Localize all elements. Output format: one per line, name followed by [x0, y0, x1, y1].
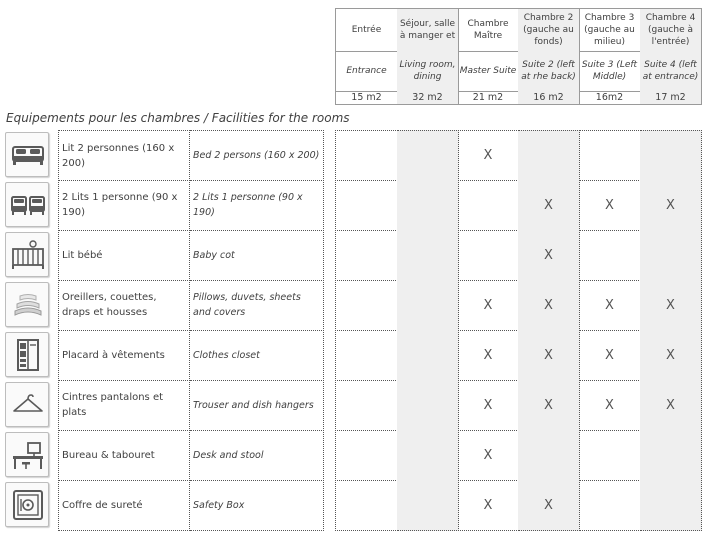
room-en-2: Living room, dining — [397, 51, 459, 92]
empty-cell — [397, 430, 459, 481]
facility-label-en: Desk and stool — [190, 430, 324, 481]
facility-label-en: Bed 2 persons (160 x 200) — [190, 130, 324, 181]
check-mark: X — [458, 480, 519, 531]
empty-cell — [518, 130, 580, 181]
room-area-4: 16 m2 — [518, 91, 580, 105]
facility-label-en: Safety Box — [190, 480, 324, 531]
room-en-4: Suite 2 (left at rhe back) — [518, 51, 580, 92]
empty-cell — [397, 230, 459, 281]
check-mark: X — [579, 280, 641, 331]
empty-cell — [335, 180, 398, 231]
room-fr-4: Chambre 2 (gauche au fonds) — [518, 8, 580, 52]
facility-label-fr: Placard à vêtements — [58, 330, 190, 381]
room-area-6: 17 m2 — [640, 91, 702, 105]
empty-cell — [397, 330, 459, 381]
room-fr-5: Chambre 3 (gauche au milieu) — [579, 8, 641, 52]
facility-label-fr: Coffre de sureté — [58, 480, 190, 531]
facility-label-en: Clothes closet — [190, 330, 324, 381]
empty-cell — [518, 430, 580, 481]
facility-label-fr: Bureau & tabouret — [58, 430, 190, 481]
empty-cell — [458, 230, 519, 281]
empty-cell — [335, 130, 398, 181]
empty-cell — [579, 230, 641, 281]
facility-label-en: Trouser and dish hangers — [190, 380, 324, 431]
closet-icon — [5, 332, 49, 377]
facility-label-en: Baby cot — [190, 230, 324, 281]
empty-cell — [640, 480, 702, 531]
safe-icon — [5, 482, 49, 527]
empty-cell — [579, 130, 641, 181]
check-mark: X — [640, 280, 702, 331]
check-mark: X — [518, 330, 580, 381]
room-fr-1: Entrée — [335, 8, 398, 52]
check-mark: X — [579, 180, 641, 231]
check-mark: X — [640, 180, 702, 231]
check-mark: X — [458, 330, 519, 381]
check-mark: X — [518, 480, 580, 531]
empty-cell — [335, 480, 398, 531]
room-fr-2: Séjour, salle à manger et — [397, 8, 459, 52]
empty-cell — [335, 380, 398, 431]
room-en-3: Master Suite — [458, 51, 519, 92]
check-mark: X — [640, 380, 702, 431]
check-mark: X — [579, 380, 641, 431]
facility-label-en: 2 Lits 1 personne (90 x 190) — [190, 180, 324, 231]
empty-cell — [397, 180, 459, 231]
desk-stool-icon — [5, 432, 49, 477]
empty-cell — [335, 330, 398, 381]
room-en-6: Suite 4 (left at entrance) — [640, 51, 702, 92]
room-area-2: 32 m2 — [397, 91, 459, 105]
baby-cot-icon — [5, 232, 49, 277]
empty-cell — [335, 230, 398, 281]
check-mark: X — [518, 380, 580, 431]
check-mark: X — [458, 380, 519, 431]
check-mark: X — [579, 330, 641, 381]
check-mark: X — [458, 430, 519, 481]
check-mark: X — [518, 230, 580, 281]
room-fr-6: Chambre 4 (gauche à l'entrée) — [640, 8, 702, 52]
section-title: Equipements pour les chambres / Facilities for the rooms — [6, 111, 350, 125]
room-area-1: 15 m2 — [335, 91, 398, 105]
empty-cell — [640, 430, 702, 481]
room-fr-3: Chambre Maître — [458, 8, 519, 52]
empty-cell — [335, 280, 398, 331]
empty-cell — [640, 230, 702, 281]
facility-label-fr: Oreillers, couettes, draps et housses — [58, 280, 190, 331]
twin-beds-icon — [5, 182, 49, 227]
check-mark: X — [518, 180, 580, 231]
double-bed-icon — [5, 132, 49, 177]
check-mark: X — [458, 280, 519, 331]
empty-cell — [397, 380, 459, 431]
room-area-3: 21 m2 — [458, 91, 519, 105]
linens-icon — [5, 282, 49, 327]
empty-cell — [397, 480, 459, 531]
empty-cell — [579, 430, 641, 481]
hanger-icon — [5, 382, 49, 427]
empty-cell — [397, 280, 459, 331]
facility-label-fr: Lit 2 personnes (160 x 200) — [58, 130, 190, 181]
room-area-5: 16m2 — [579, 91, 641, 105]
empty-cell — [458, 180, 519, 231]
empty-cell — [579, 480, 641, 531]
facility-label-en: Pillows, duvets, sheets and covers — [190, 280, 324, 331]
empty-cell — [640, 130, 702, 181]
facility-label-fr: 2 Lits 1 personne (90 x 190) — [58, 180, 190, 231]
check-mark: X — [518, 280, 580, 331]
facility-label-fr: Lit bébé — [58, 230, 190, 281]
room-en-1: Entrance — [335, 51, 398, 92]
facility-label-fr: Cintres pantalons et plats — [58, 380, 190, 431]
room-en-5: Suite 3 (Left Middle) — [579, 51, 641, 92]
empty-cell — [335, 430, 398, 481]
empty-cell — [397, 130, 459, 181]
check-mark: X — [640, 330, 702, 381]
check-mark: X — [458, 130, 519, 181]
